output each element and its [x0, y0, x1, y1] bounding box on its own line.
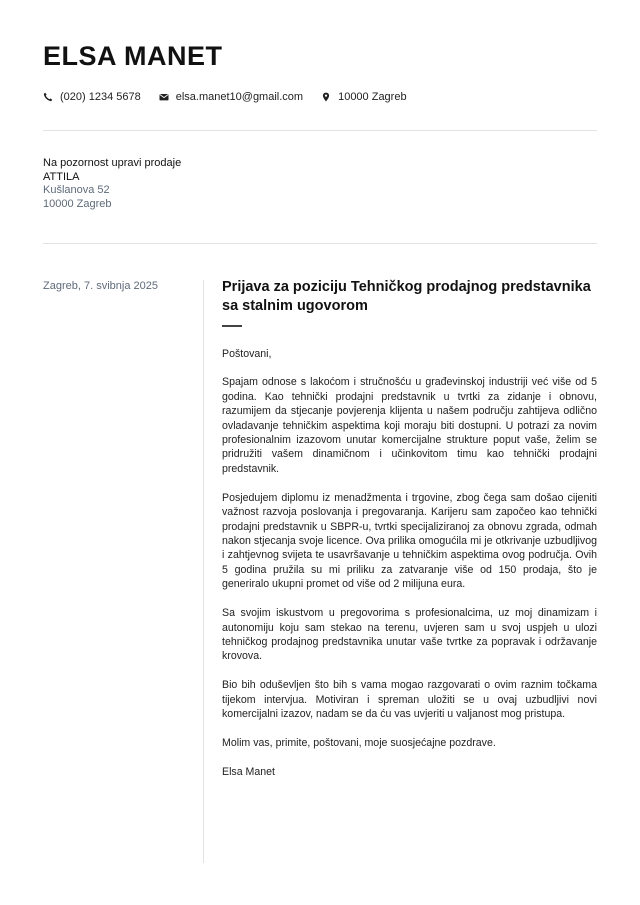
mail-icon	[159, 92, 169, 102]
recipient-city: 10000 Zagreb	[43, 197, 112, 210]
recipient-company: ATTILA	[43, 170, 80, 183]
recipient-attention: Na pozornost upravi prodaje	[43, 157, 182, 169]
greeting: Poštovani,	[222, 347, 272, 360]
contact-phone	[43, 91, 141, 103]
recipient-street: Kušlanova 52	[43, 184, 110, 196]
letter-subject: Prijava za poziciju Tehničkog prodajnog predstavnika sa stalnim ugovorom	[222, 279, 591, 314]
header-divider	[43, 130, 597, 131]
body-paragraph: Sa svojim iskustvom u pregovorima s profesionalcima, uz moj dinamizam i autonomiju koju sam stekao na terenu, uvjeren sam u svoj uspjeh u ulozi tehničkog prodajnog predstavnika unutar vaše tvrtke za popravak i održavanje krovova.	[222, 607, 597, 663]
subject-underline	[222, 325, 242, 327]
contact-bar	[43, 91, 425, 103]
candidate-name: ELSA MANET	[43, 41, 223, 71]
recipient-block	[43, 157, 181, 211]
body-paragraph: Bio bih oduševljen što bih s vama mogao razgovarati o ovim raznim točkama tijekom intervjua. Motiviran i spreman uložiti se u ovaj uzbudljivi novi komercijalni izazov, nadam se da ću vas uvjeriti u valjanost mog pristupa.	[222, 679, 597, 721]
contact-location	[321, 91, 407, 103]
email-address: elsa.manet10@gmail.com	[175, 91, 304, 103]
letter-content	[222, 278, 597, 794]
location-text: 10000 Zagreb	[338, 91, 407, 103]
closing: Molim vas, primite, poštovani, moje suosjećajne pozdrave.	[222, 736, 496, 749]
recipient-divider	[43, 243, 597, 244]
letter-date: Zagreb, 7. svibnja 2025	[43, 280, 158, 292]
contact-email	[159, 91, 303, 103]
column-divider	[203, 280, 204, 863]
body-paragraph: Spajam odnose s lakoćom i stručnošću u građevinskoj industriji već više od 5 godina. Kao tehnički prodajni predstavnik u tvrtki za zidanje i obnovu, razumijem da stjecanje povjerenja klijenta u našem području zahtijeva odlično ovladavanje tehničkim aspektima koji moraju biti dostupni. U potrazi za novim profesionalnim izazovom unutar komercijalne strukture poput vaše, želim se pridružiti vašem dinamičnom i učinkovitom timu kao tehnički prodajni predstavnik.	[222, 376, 597, 475]
phone-icon	[43, 92, 53, 102]
body-paragraph: Posjedujem diplomu iz menadžmenta i trgovine, zbog čega sam došao cijeniti važnost razvoja poslovanja i pregovaranja. Karijeru sam započeo kao tehnički prodajni predstavnik u SBPR-u, tvrtki specijaliziranoj za obnovu zgrada, odmah nakon stjecanja svoje licence. Ova prilika omogućila mi je otkrivanje uzbudljivog i zahtjevnog svijeta te usavršavanje u tehničkim aspektima ovog područja. Ovih 5 godina pružila su mi priliku za zatvaranje više od 150 prodaja, što je generiralo ukupni promet od više od 2 milijuna eura.	[222, 491, 597, 591]
signature: Elsa Manet	[222, 765, 275, 778]
letter-body	[222, 347, 597, 780]
location-pin-icon	[321, 92, 331, 102]
phone-number: (020) 1234 5678	[60, 91, 141, 103]
